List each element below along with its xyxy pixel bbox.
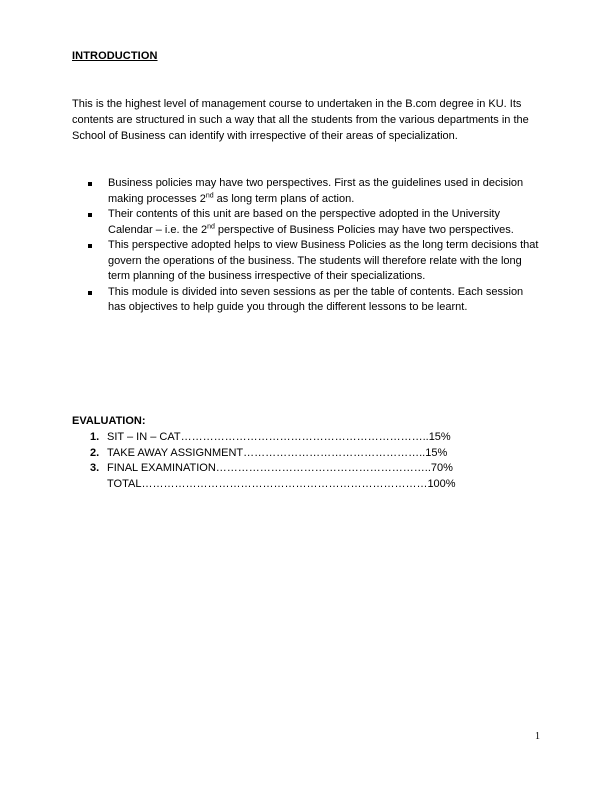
intro-paragraph: This is the highest level of management course to undertaken in the B.com degree in KU. Its contents are structured in such a way that all the students from the various departments in the School of Business can identify with irrespective of their areas of specialization. bbox=[72, 98, 529, 142]
evaluation-title: EVALUATION: bbox=[72, 415, 146, 427]
square-bullet-icon bbox=[88, 244, 92, 248]
page-number: 1 bbox=[535, 731, 540, 742]
square-bullet-icon bbox=[88, 213, 92, 217]
bullet-item: Business policies may have two perspectives. First as the guidelines used in decision making processes 2nd as long term plans of action. bbox=[88, 176, 540, 207]
bullet-item: This module is divided into seven sessions as per the table of contents. Each session has objectives to help guide you through the different lessons to be learnt. bbox=[88, 285, 540, 316]
bullet-list bbox=[88, 176, 540, 316]
evaluation-row: 2. TAKE AWAY ASSIGNMENT ………………………………………….. 15% bbox=[90, 446, 448, 459]
evaluation-row: 1. SIT – IN – CAT ………………………………………………………….. 15% bbox=[90, 431, 451, 443]
evaluation-list bbox=[90, 430, 490, 492]
evaluation-row: 3. FINAL EXAMINATION ………………………………………………….. 70% bbox=[90, 462, 453, 474]
evaluation-total-row: TOTAL …………………………………………………………………… 100% bbox=[107, 477, 456, 490]
bullet-item: Their contents of this unit are based on the perspective adopted in the University Calendar – i.e. the 2nd perspective of Business Policies may have two perspectives. bbox=[88, 207, 540, 238]
bullet-item: This perspective adopted helps to view Business Policies as the long term decisions that govern the operations of the business. The students will therefore relate with the long term planning of the business irrespective of their specializations. bbox=[88, 238, 540, 285]
square-bullet-icon bbox=[88, 291, 92, 295]
section-heading: INTRODUCTION bbox=[72, 50, 158, 62]
square-bullet-icon bbox=[88, 182, 92, 186]
